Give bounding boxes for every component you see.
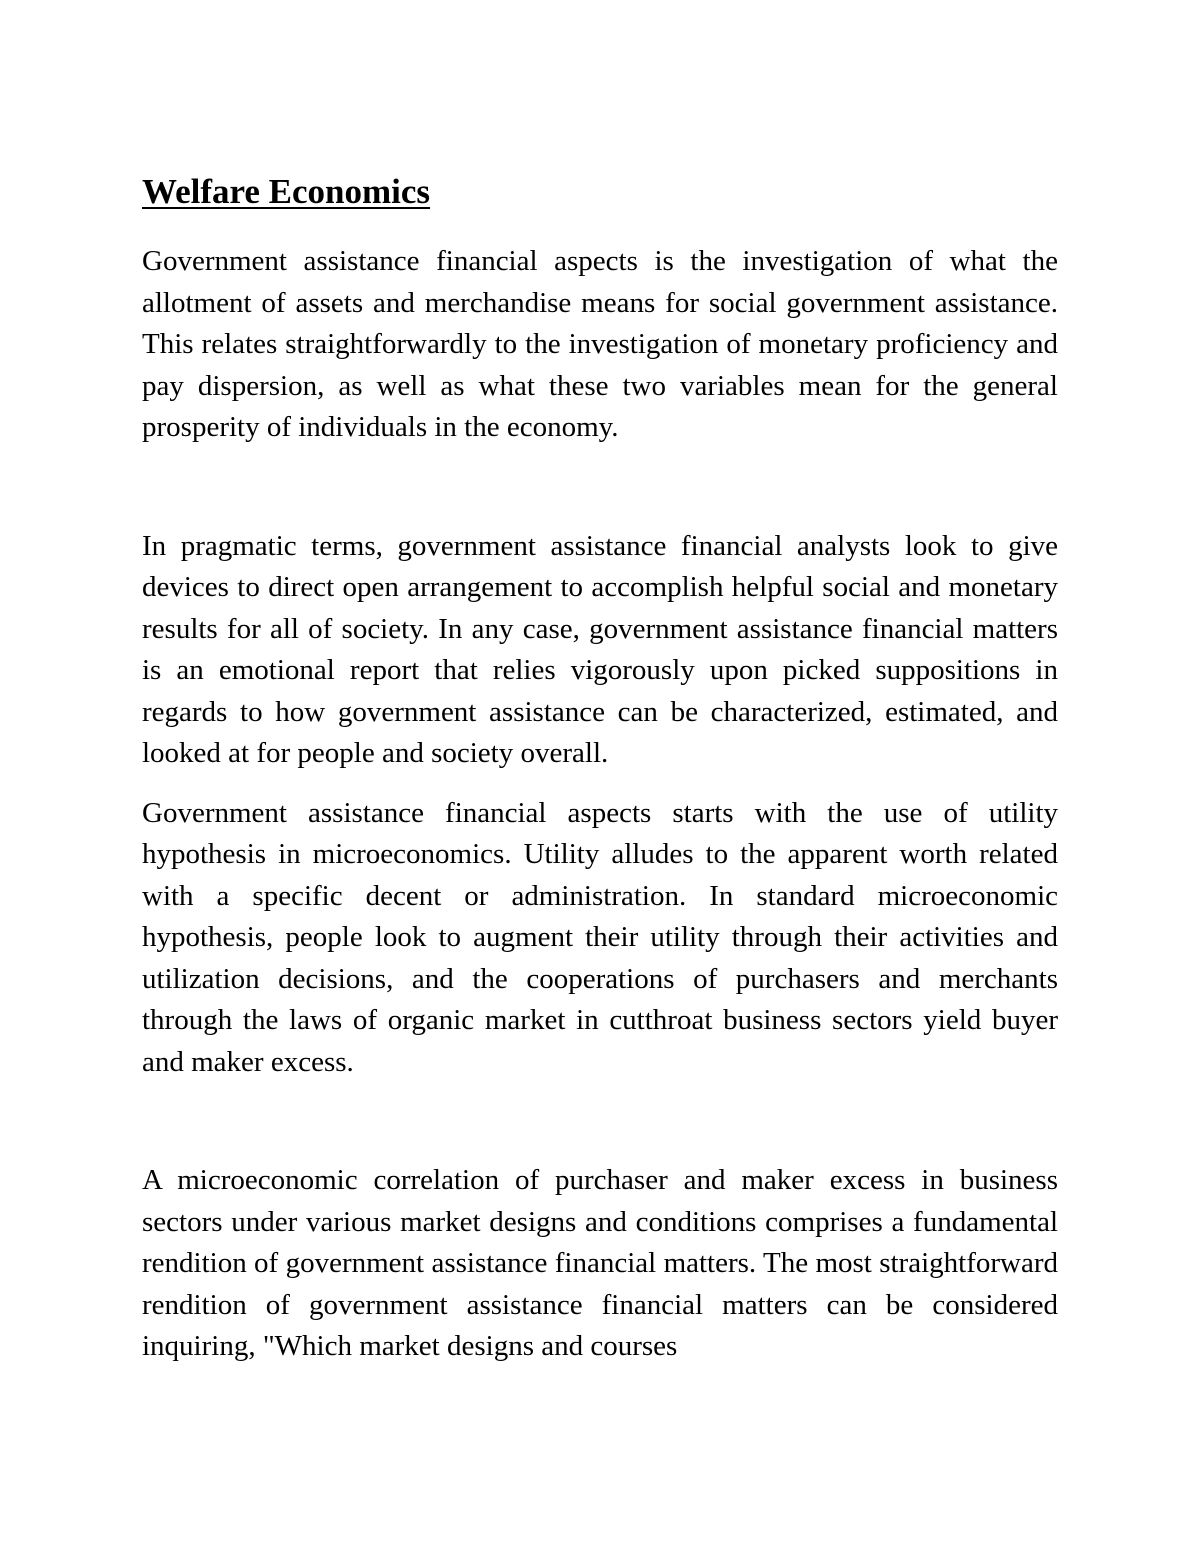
document-body xyxy=(142,168,1058,1368)
paragraph-1: Government assistance financial aspects is the investigation of what the allotment of assets and merchandise means for social government assistance. This relates straightforwardly to the investigation of monetary proficiency and pay dispersion, as well as what these two variables mean for the general prosperity of individuals in the economy. xyxy=(142,245,1058,443)
document-title: Welfare Economics xyxy=(142,172,431,211)
paragraph-4: A microeconomic correlation of purchaser and maker excess in business sectors under various market designs and conditions comprises a fundamental rendition of government assistance financial matters. The most straightforward rendition of government assistance financial matters can be considered inquiring, "Which market designs and courses xyxy=(142,1164,1058,1362)
paragraph-2: In pragmatic terms, government assistance financial analysts look to give devices to direct open arrangement to accomplish helpful social and monetary results for all of society. In any case, government assistance financial matters is an emotional report that relies vigorously upon picked suppositions in regards to how government assistance can be characterized, estimated, and looked at for people and society overall. xyxy=(142,529,1058,769)
paragraph-3: Government assistance financial aspects starts with the use of utility hypothesis in microeconomics. Utility alludes to the apparent worth related with a specific decent or administration. In standard microeconomic hypothesis, people look to augment their utility through their activities and utilization decisions, and the cooperations of purchasers and merchants through the laws of organic market in cutthroat business sectors yield buyer and maker excess. xyxy=(142,796,1058,1078)
